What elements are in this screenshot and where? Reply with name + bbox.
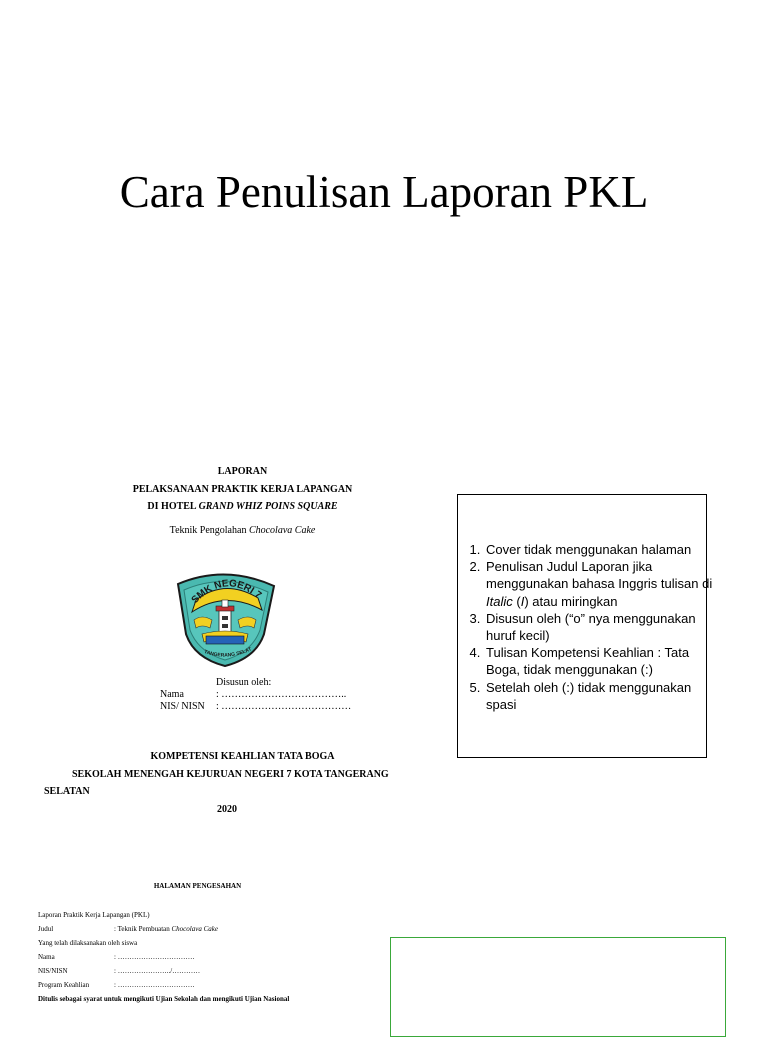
cover-subtitle (110, 525, 375, 536)
note-item-5: 5. Setelah oleh (:) tidak menggunakan spasi (484, 679, 716, 713)
note-item-3: 3. Disusun oleh (“o” nya menggunakan huruf kecil) (484, 610, 716, 644)
page2-program-value: : …………………………… (114, 981, 195, 989)
page-title: Cara Penulisan Laporan PKL (119, 167, 649, 217)
page2-judul-value (114, 925, 218, 933)
hotel-name: GRAND WHIZ POINS SQUARE (198, 501, 338, 512)
cover-heading-pelaksanaan: PELAKSANAAN PRAKTIK KERJA LAPANGAN (132, 484, 353, 495)
page2-nama-value: : …………………………… (114, 953, 195, 961)
nama-value: : ……………………………….. (216, 689, 347, 700)
teknik-product: Chocolava Cake (248, 525, 316, 536)
note-item-1: 1. Cover tidak menggunakan halaman (484, 541, 716, 558)
cover-year: 2020 (217, 804, 237, 815)
school-name-line1: SEKOLAH MENENGAH KEJURUAN NEGERI 7 KOTA TANGERANG (72, 769, 389, 780)
note-2-text-b: ( (512, 593, 521, 609)
note-2-italic-word: Italic (486, 593, 513, 609)
cover-heading-laporan: LAPORAN (217, 466, 268, 477)
page2-yang: Yang telah dilaksanakan oleh siswa (38, 939, 138, 947)
page2-title: HALAMAN PENGESAHAN (153, 882, 242, 890)
notes-list (462, 541, 716, 713)
page2-nis-value: : …………………../………… (114, 967, 201, 975)
school-name-line2: SELATAN (44, 786, 90, 797)
teknik-prefix: Teknik Pengolahan (169, 525, 249, 536)
page2-nis-label: NIS/NISN (38, 967, 68, 975)
page2-nama-label: Nama (38, 953, 55, 961)
nis-label: NIS/ NISN (160, 701, 205, 712)
notes-box (457, 494, 713, 758)
page2-ditulis: Ditulis sebagai syarat untuk mengikuti Ujian Sekolah dan mengikuti Ujian Nasional (38, 995, 290, 1003)
logo-bottom-text: TANGERANG SELAT (203, 646, 253, 659)
cover-heading-hotel (110, 501, 375, 512)
note-2-text-c: ) atau miringkan (524, 593, 618, 609)
logo-top-text: SMK NEGERI 7 (189, 578, 264, 606)
page2-laporan: Laporan Praktik Kerja Lapangan (PKL) (38, 911, 150, 919)
green-callout-box (390, 937, 726, 1037)
page2-program-label: Program Keahlian (38, 981, 90, 989)
disusun-label: Disusun oleh: (216, 677, 272, 688)
page2-judul-product: Chocolava Cake (171, 925, 218, 933)
note-2-text-a: Penulisan Judul Laporan jika menggunakan bahasa Inggris tulisan di (486, 559, 713, 592)
note-item-4: 4. Tulisan Kompetensi Keahlian : Tata Boga, tidak menggunakan (:) (484, 644, 716, 678)
note-2-italic-i: I (520, 593, 525, 609)
note-item-2 (484, 558, 716, 610)
page2-judul-prefix: : Teknik Pembuatan (114, 925, 172, 933)
page2-judul-label: Judul (38, 925, 54, 933)
hotel-prefix: DI HOTEL (147, 501, 199, 512)
kompetensi-heading: KOMPETENSI KEAHLIAN TATA BOGA (150, 751, 335, 762)
school-logo (172, 570, 278, 668)
nis-value: : ………………………………… (216, 701, 352, 712)
nama-label: Nama (160, 689, 184, 700)
